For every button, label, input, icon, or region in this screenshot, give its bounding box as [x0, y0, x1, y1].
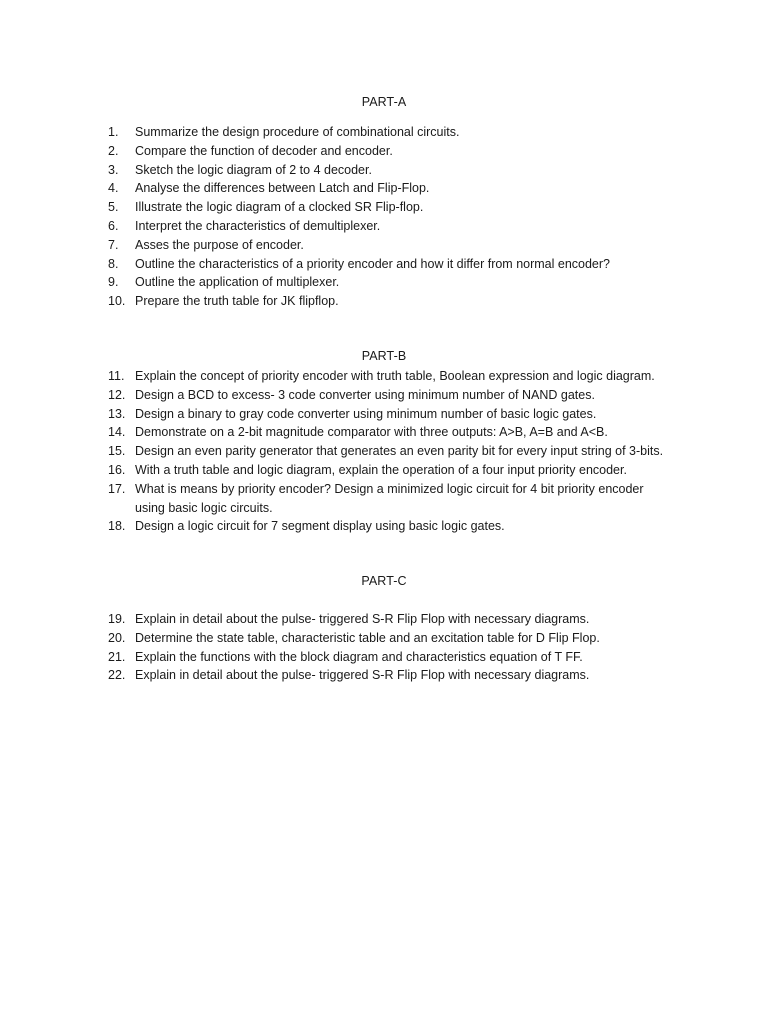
question-text: Design a binary to gray code converter using minimum number of basic logic gates.: [135, 406, 597, 421]
question-number: 4.: [108, 181, 119, 196]
question-number: 17.: [108, 481, 126, 496]
question-item: [108, 610, 708, 629]
question-item: [108, 236, 708, 255]
question-number: 20.: [108, 630, 126, 645]
question-text: Design a BCD to excess- 3 code converter using minimum number of NAND gates.: [135, 387, 595, 402]
question-text: Determine the state table, characteristic table and an excitation table for D Flip Flop.: [135, 630, 600, 645]
question-number: 13.: [108, 406, 126, 421]
question-text: Asses the purpose of encoder.: [135, 237, 304, 252]
question-number: 5.: [108, 200, 119, 215]
question-number: 14.: [108, 425, 126, 440]
part-b-heading: PART-B: [361, 349, 407, 363]
question-item: [108, 461, 708, 480]
question-item: [108, 386, 708, 405]
question-text: Explain the concept of priority encoder with truth table, Boolean expression and logic diagram.: [135, 369, 655, 383]
question-item: [108, 161, 708, 180]
part-c-question-list: [108, 610, 708, 685]
question-text: Sketch the logic diagram of 2 to 4 decoder.: [135, 162, 372, 177]
question-item: [108, 367, 708, 386]
question-item: [108, 123, 708, 142]
question-item: [108, 423, 708, 442]
question-item: [108, 442, 708, 461]
question-text: Prepare the truth table for JK flipflop.: [135, 294, 339, 309]
question-text: Analyse the differences between Latch and Flip-Flop.: [135, 181, 430, 196]
question-text: Explain in detail about the pulse- triggered S-R Flip Flop with necessary diagrams.: [135, 612, 590, 626]
question-number: 22.: [108, 668, 126, 683]
question-number: 16.: [108, 462, 126, 477]
question-text: [135, 480, 708, 518]
question-item: [108, 629, 708, 648]
question-text: Design a logic circuit for 7 segment display using basic logic gates.: [135, 519, 505, 534]
question-number: 15.: [108, 444, 126, 459]
question-text: Compare the function of decoder and encoder.: [135, 143, 393, 158]
question-item: [108, 198, 708, 217]
question-number: 3.: [108, 162, 119, 177]
question-number: 21.: [108, 649, 126, 664]
question-text: Outline the characteristics of a priority encoder and how it differ from normal encoder?: [135, 256, 610, 271]
question-item: [108, 292, 708, 311]
question-text: Illustrate the logic diagram of a clocked SR Flip-flop.: [135, 200, 424, 215]
question-number: 8.: [108, 256, 119, 271]
question-number: 6.: [108, 218, 119, 233]
part-b-question-list: [108, 367, 708, 536]
question-number: 12.: [108, 387, 126, 402]
question-text-continuation: using basic logic circuits.: [135, 500, 273, 515]
question-text-line: What is means by priority encoder? Design a minimized logic circuit for 4 bit priority encoder: [135, 481, 644, 496]
question-number: 7.: [108, 237, 119, 252]
question-item: [108, 666, 708, 685]
question-text: Demonstrate on a 2-bit magnitude comparator with three outputs: A>B, A=B and A<B.: [135, 425, 608, 440]
question-item: [108, 405, 708, 424]
question-number: 18.: [108, 519, 126, 534]
part-a-question-list: [108, 123, 708, 311]
question-number: 10.: [108, 294, 126, 309]
question-number: 2.: [108, 143, 119, 158]
question-text: Interpret the characteristics of demultiplexer.: [135, 218, 381, 233]
part-c-heading: PART-C: [361, 574, 407, 588]
question-number: 19.: [108, 612, 126, 626]
question-item: [108, 648, 708, 667]
question-number: 1.: [108, 125, 119, 139]
question-number: 9.: [108, 275, 119, 290]
question-item: [108, 179, 708, 198]
question-text: Explain the functions with the block diagram and characteristics equation of T FF.: [135, 649, 583, 664]
question-text: Explain in detail about the pulse- triggered S-R Flip Flop with necessary diagrams.: [135, 668, 590, 683]
question-item: [108, 480, 708, 518]
question-item: [108, 517, 708, 536]
question-text: With a truth table and logic diagram, explain the operation of a four input priority encoder.: [135, 462, 627, 477]
question-text: Design an even parity generator that generates an even parity bit for every input string of 3-bits.: [135, 444, 664, 459]
part-a-heading: PART-A: [361, 95, 407, 109]
question-number: 11.: [108, 369, 125, 383]
question-text: Summarize the design procedure of combinational circuits.: [135, 125, 460, 139]
question-item: [108, 217, 708, 236]
question-item: [108, 142, 708, 161]
question-item: [108, 255, 708, 274]
question-item: [108, 273, 708, 292]
question-text: Outline the application of multiplexer.: [135, 275, 340, 290]
